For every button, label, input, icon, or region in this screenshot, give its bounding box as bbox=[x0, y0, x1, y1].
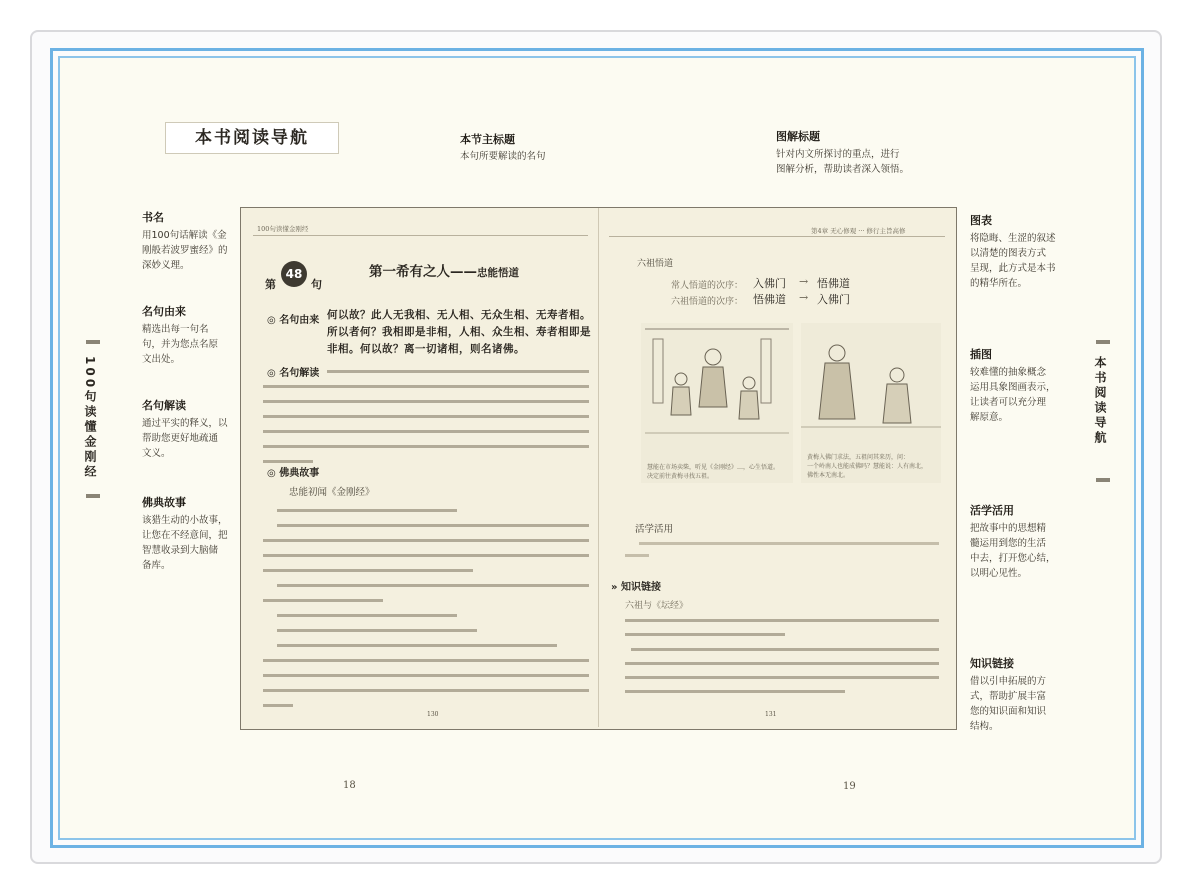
annotation-heading: 本节主标题 bbox=[460, 133, 515, 146]
annotation-heading: 名句解读 bbox=[142, 399, 186, 412]
spine-mark-top-right bbox=[1096, 340, 1110, 344]
annotation-line: 运用具象图画表示， bbox=[970, 382, 1056, 393]
annotation-line: 文义。 bbox=[142, 448, 171, 459]
story-label-text: 佛典故事 bbox=[279, 468, 320, 479]
annotation-line: 让读者可以充分理 bbox=[970, 397, 1047, 408]
origin-label: ◎ 名句由来 bbox=[267, 315, 320, 326]
text-line bbox=[263, 415, 589, 418]
text-line bbox=[631, 648, 939, 651]
right-running-header: 第4章 无心修观 ··· 修行主旨高修 bbox=[811, 227, 906, 235]
annotation-line: 以清楚的图表方式 bbox=[970, 248, 1047, 259]
annotation-line: 呈现，此方式是本书 bbox=[970, 263, 1056, 274]
main-title-text: 第一希有之人—— bbox=[369, 264, 477, 280]
text-line bbox=[263, 460, 313, 463]
annotation-quote-reading bbox=[142, 397, 232, 461]
caption-line: 决定前往黄梅寻找五祖。 bbox=[647, 473, 714, 480]
annotation-illustration bbox=[970, 346, 1062, 425]
main-subtitle: 忠能悟道 bbox=[477, 267, 519, 279]
annotation-line: 的精华所在。 bbox=[970, 278, 1028, 289]
text-line bbox=[327, 370, 589, 373]
main-title bbox=[369, 260, 519, 280]
annotation-line: 式，帮助扩展丰富 bbox=[970, 691, 1047, 702]
header-rule bbox=[609, 236, 945, 237]
annotation-line: 把故事中的思想精 bbox=[970, 523, 1047, 534]
practice-label: 活学活用 bbox=[635, 524, 674, 535]
spine-right: 本书阅读导航 bbox=[1093, 356, 1107, 446]
annotation-practice bbox=[970, 502, 1062, 581]
text-line bbox=[263, 659, 589, 662]
annotation-line: 借以引申拓展的方 bbox=[970, 676, 1047, 687]
annotation-line: 句，并为您点名原 bbox=[142, 339, 219, 350]
text-line bbox=[625, 633, 785, 636]
annotation-heading: 知识链接 bbox=[970, 657, 1014, 670]
text-line bbox=[263, 704, 293, 707]
diagram-title: 六祖悟道 bbox=[637, 259, 674, 269]
page-number-right: 19 bbox=[843, 781, 856, 792]
spine-left: 100句读懂金刚经 bbox=[83, 356, 97, 481]
text-line bbox=[263, 674, 589, 677]
spine-mark-top bbox=[86, 340, 100, 344]
spine-mark-bottom bbox=[86, 494, 100, 498]
annotation-line: 智慧收录到大脑储 bbox=[142, 545, 219, 556]
text-line bbox=[263, 539, 589, 542]
annotation-line: 帮助您更好地疏通 bbox=[142, 433, 219, 444]
text-line bbox=[625, 554, 649, 557]
text-line bbox=[625, 662, 939, 665]
text-line bbox=[277, 509, 457, 512]
reading-label-text: 名句解读 bbox=[279, 368, 320, 379]
text-line bbox=[263, 689, 589, 692]
annotation-heading: 书名 bbox=[142, 211, 164, 224]
inner-page-number-left: 130 bbox=[427, 711, 439, 718]
annotation-line: 针对内文所探讨的重点，进行 bbox=[776, 149, 900, 160]
link-label: » 知识链接 bbox=[611, 582, 661, 593]
header-rule bbox=[253, 235, 588, 236]
annotation-diagram-title bbox=[776, 128, 946, 177]
annotation-line: 用100句话解读《金 bbox=[142, 230, 227, 241]
text-line bbox=[277, 629, 477, 632]
text-line bbox=[263, 599, 383, 602]
diagram-step: 入佛门 bbox=[753, 277, 786, 290]
annotation-knowledge bbox=[970, 655, 1062, 734]
caption-line: 黄梅入佛门求法，五祖问其来历，问： bbox=[807, 454, 910, 461]
annotation-line: 较难懂的抽象概念 bbox=[970, 367, 1047, 378]
annotation-line: 该猎生动的小故事， bbox=[142, 515, 228, 526]
annotation-section-title bbox=[460, 131, 600, 164]
text-line bbox=[263, 385, 589, 388]
story-label: ◎ 佛典故事 bbox=[267, 468, 320, 479]
origin-quote bbox=[327, 307, 591, 358]
text-line bbox=[277, 584, 589, 587]
annotation-heading: 图解标题 bbox=[776, 130, 820, 143]
diagram-row-label: 六祖悟道的次序： bbox=[671, 297, 744, 307]
guide-title: 本书阅读导航 bbox=[165, 122, 339, 154]
quote-line: 非相。何以故？离一切诸相，则名诸佛。 bbox=[327, 343, 525, 355]
annotation-line: 精选出每一句名 bbox=[142, 324, 209, 335]
text-line bbox=[263, 445, 589, 448]
link-title: 六祖与《坛经》 bbox=[625, 601, 689, 611]
illustration-caption-right bbox=[807, 453, 937, 480]
annotation-book-title bbox=[142, 209, 232, 273]
annotation-quote-origin bbox=[142, 303, 232, 367]
arrow-icon: → bbox=[799, 275, 809, 288]
annotation-line: 让您在不经意间，把 bbox=[142, 530, 228, 541]
annotation-line: 髓运用到您的生活 bbox=[970, 538, 1047, 549]
text-line bbox=[277, 614, 457, 617]
text-line bbox=[625, 676, 939, 679]
annotation-line: 结构。 bbox=[970, 721, 999, 732]
illustration-caption-left bbox=[647, 463, 787, 481]
text-line bbox=[263, 430, 589, 433]
caption-line: 佛性本无南北。 bbox=[807, 472, 850, 479]
annotation-chart bbox=[970, 212, 1062, 291]
annotation-line: 本句所要解读的名句 bbox=[460, 151, 546, 162]
text-line bbox=[625, 690, 845, 693]
text-line bbox=[263, 400, 589, 403]
text-line bbox=[277, 644, 557, 647]
annotation-story bbox=[142, 494, 232, 573]
annotation-line: 解原意。 bbox=[970, 412, 1009, 423]
market-scene-illustration bbox=[641, 323, 793, 483]
annotation-line: 备库。 bbox=[142, 560, 171, 571]
text-line bbox=[277, 524, 589, 527]
book-spread bbox=[240, 207, 957, 730]
quote-line: 所以者何？我相即是非相，人相、众生相、寿者相即是 bbox=[327, 326, 591, 338]
annotation-line: 您的知识面和知识 bbox=[970, 706, 1047, 717]
illustration-left bbox=[641, 323, 793, 483]
text-line bbox=[263, 554, 589, 557]
text-line bbox=[263, 569, 473, 572]
annotation-line: 图解分析，帮助读者深入领悟。 bbox=[776, 164, 910, 175]
annotation-line: 深妙义理。 bbox=[142, 260, 190, 271]
inner-page-number-right: 131 bbox=[765, 711, 777, 718]
arrow-icon: → bbox=[799, 291, 809, 304]
page-number-left: 18 bbox=[343, 780, 356, 791]
diagram-step: 悟佛道 bbox=[817, 277, 850, 290]
annotation-heading: 活学活用 bbox=[970, 504, 1014, 517]
annotation-heading: 图表 bbox=[970, 214, 992, 227]
annotation-heading: 名句由来 bbox=[142, 305, 186, 318]
annotation-line: 中去，打开您心结， bbox=[970, 553, 1056, 564]
annotation-heading: 插图 bbox=[970, 348, 992, 361]
annotation-line: 将隐晦、生涩的叙述 bbox=[970, 233, 1056, 244]
chapter-prefix: 第 bbox=[265, 278, 276, 291]
annotation-heading: 佛典故事 bbox=[142, 496, 186, 509]
chapter-suffix: 句 bbox=[311, 278, 322, 291]
diagram-row-label: 常人悟道的次序： bbox=[671, 281, 744, 291]
spine-mark-bottom-right bbox=[1096, 478, 1110, 482]
text-line bbox=[625, 619, 939, 622]
annotation-line: 以明心见性。 bbox=[970, 568, 1028, 579]
caption-line: 一个岭南人也能成佛吗？慧能说：人有南北， bbox=[807, 463, 928, 470]
book-gutter bbox=[598, 208, 599, 727]
annotation-line: 文出处。 bbox=[142, 354, 181, 365]
link-label-text: 知识链接 bbox=[620, 582, 661, 593]
diagram-step: 入佛门 bbox=[817, 293, 850, 306]
chapter-number-badge: 48 bbox=[281, 261, 307, 287]
left-running-header: 100句读懂金刚经 bbox=[257, 225, 309, 233]
annotation-line: 刚般若波罗蜜经》的 bbox=[142, 245, 228, 256]
caption-line: 慧能在市场卖柴，听见《金刚经》…，心生悟道。 bbox=[647, 464, 780, 471]
story-title: 忠能初闻《金刚经》 bbox=[289, 487, 375, 498]
origin-label-text: 名句由来 bbox=[279, 315, 320, 326]
text-line bbox=[639, 542, 939, 545]
annotation-line: 通过平实的释义，以 bbox=[142, 418, 228, 429]
diagram-step: 悟佛道 bbox=[753, 293, 786, 306]
quote-line: 何以故？此人无我相、无人相、无众生相、无寿者相。 bbox=[327, 309, 591, 321]
reading-label: ◎ 名句解读 bbox=[267, 368, 320, 379]
